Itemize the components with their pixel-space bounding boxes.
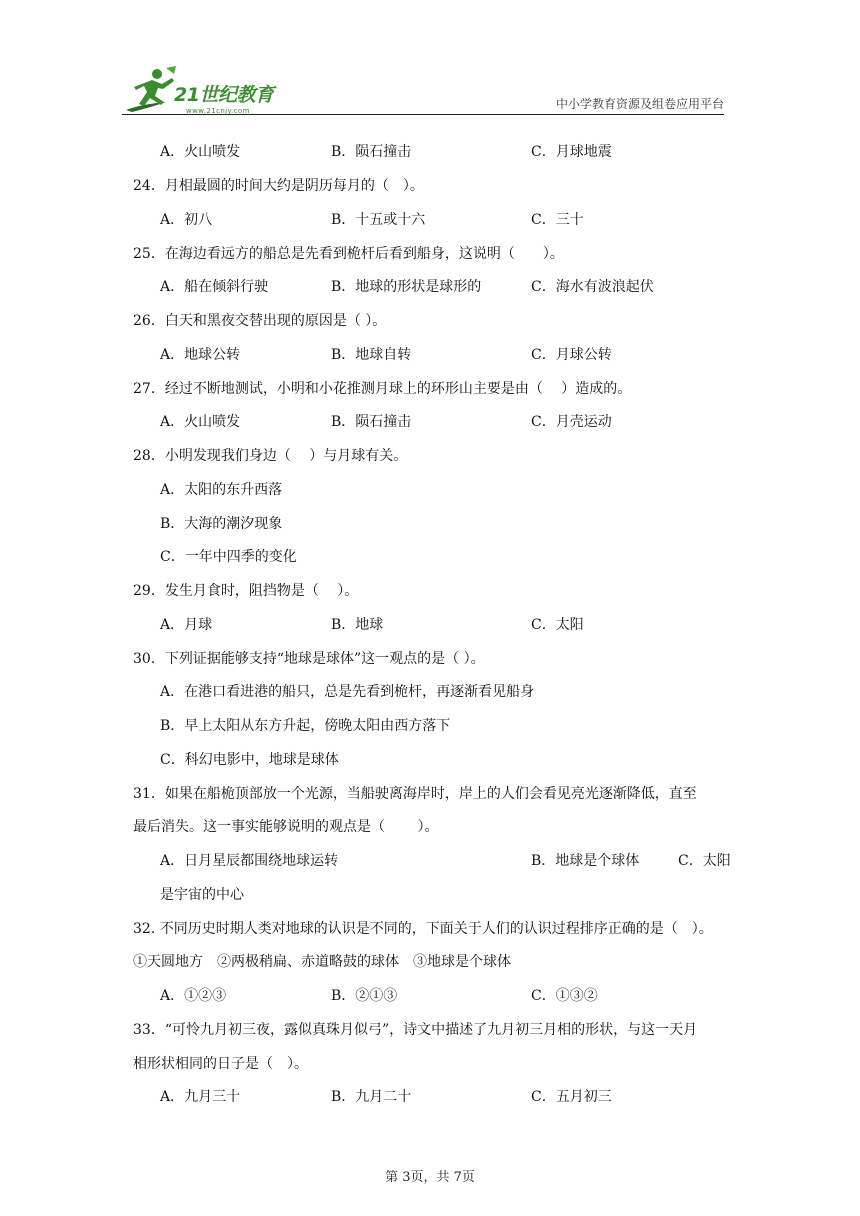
option-b: B．大海的潮汐现象 bbox=[160, 516, 283, 532]
option-a: A．月球 bbox=[160, 617, 213, 633]
option-c: C．太阳 bbox=[678, 853, 731, 869]
option-c: C．五月初三 bbox=[531, 1089, 612, 1105]
option-c: C．太阳 bbox=[531, 617, 584, 633]
question-31-line-1: 31．如果在船桅顶部放一个光源，当船驶离海岸时，岸上的人们会看见亮光逐渐降低，直至 bbox=[133, 786, 697, 802]
question-30: 30．下列证据能够支持“地球是球体”这一观点的是（ ）。 bbox=[133, 651, 485, 667]
option-a: A．初八 bbox=[160, 212, 213, 228]
option-a: A．日月星辰都围绕地球运转 bbox=[160, 853, 339, 869]
option-c-continued: 是宇宙的中心 bbox=[160, 887, 244, 903]
page-number: 第 3页，共 7页 bbox=[385, 1170, 475, 1185]
question-25: 25．在海边看远方的船总是先看到桅杆后看到船身，这说明（ ）。 bbox=[133, 246, 564, 262]
question-32-items: ①天圆地方 ②两极稍扁、赤道略鼓的球体 ③地球是个球体 bbox=[133, 954, 511, 970]
option-c: C．海水有波浪起伏 bbox=[531, 279, 654, 295]
option-b: B．早上太阳从东方升起，傍晚太阳由西方落下 bbox=[160, 718, 451, 734]
option-b: B．地球是个球体 bbox=[531, 853, 640, 869]
option-a: A．火山喷发 bbox=[160, 414, 241, 430]
option-b: B．九月二十 bbox=[331, 1089, 412, 1105]
question-26: 26．白天和黑夜交替出现的原因是（ ）。 bbox=[133, 313, 387, 329]
option-a: A．九月三十 bbox=[160, 1089, 241, 1105]
option-b: B．地球的形状是球形的 bbox=[331, 279, 482, 295]
question-33-line-2: 相形状相同的日子是（ ）。 bbox=[133, 1056, 308, 1072]
option-c: C．月球公转 bbox=[531, 347, 612, 363]
option-b: B．地球 bbox=[331, 617, 384, 633]
option-c: C．三十 bbox=[531, 212, 584, 228]
option-b: B．陨石撞击 bbox=[331, 144, 412, 160]
question-32: 32. 不同历史时期人类对地球的认识是不同的，下面关于人们的认识过程排序正确的是（ ）。 bbox=[133, 921, 713, 937]
question-27: 27．经过不断地测试，小明和小花推测月球上的环形山主要是由（ ）造成的。 bbox=[133, 381, 632, 397]
option-b: B．十五或十六 bbox=[331, 212, 426, 228]
option-c: C．科幻电影中，地球是球体 bbox=[160, 752, 339, 768]
option-a: A．船在倾斜行驶 bbox=[160, 279, 269, 295]
question-28: 28．小明发现我们身边（ ）与月球有关。 bbox=[133, 448, 408, 464]
logo-url: www.21cnjy.com bbox=[186, 107, 250, 115]
logo-text: 21世纪教育 bbox=[174, 84, 274, 106]
question-31-line-2: 最后消失。这一事实能够说明的观点是（ ）。 bbox=[133, 819, 439, 835]
option-c: C．月球地震 bbox=[531, 144, 612, 160]
option-c: C．月壳运动 bbox=[531, 414, 612, 430]
option-b: B．地球自转 bbox=[331, 347, 412, 363]
option-a: A．在港口看进港的船只，总是先看到桅杆，再逐渐看见船身 bbox=[160, 684, 535, 700]
platform-name: 中小学教育资源及组卷应用平台 bbox=[555, 97, 724, 111]
question-33-line-1: 33．“可怜九月初三夜，露似真珠月似弓”，诗文中描述了九月初三月相的形状，与这一天月 bbox=[133, 1022, 698, 1038]
option-b: B．陨石撞击 bbox=[331, 414, 412, 430]
question-29: 29．发生月食时，阻挡物是（ ）。 bbox=[133, 583, 359, 599]
option-c: C．①③② bbox=[531, 988, 598, 1004]
option-a: A．①②③ bbox=[160, 988, 227, 1004]
option-a: A．地球公转 bbox=[160, 347, 241, 363]
option-a: A．火山喷发 bbox=[160, 144, 241, 160]
option-a: A．太阳的东升西落 bbox=[160, 482, 283, 498]
question-24: 24．月相最圆的时间大约是阴历每月的（ ）。 bbox=[133, 178, 424, 194]
option-c: C．一年中四季的变化 bbox=[160, 549, 297, 565]
option-b: B．②①③ bbox=[331, 988, 398, 1004]
